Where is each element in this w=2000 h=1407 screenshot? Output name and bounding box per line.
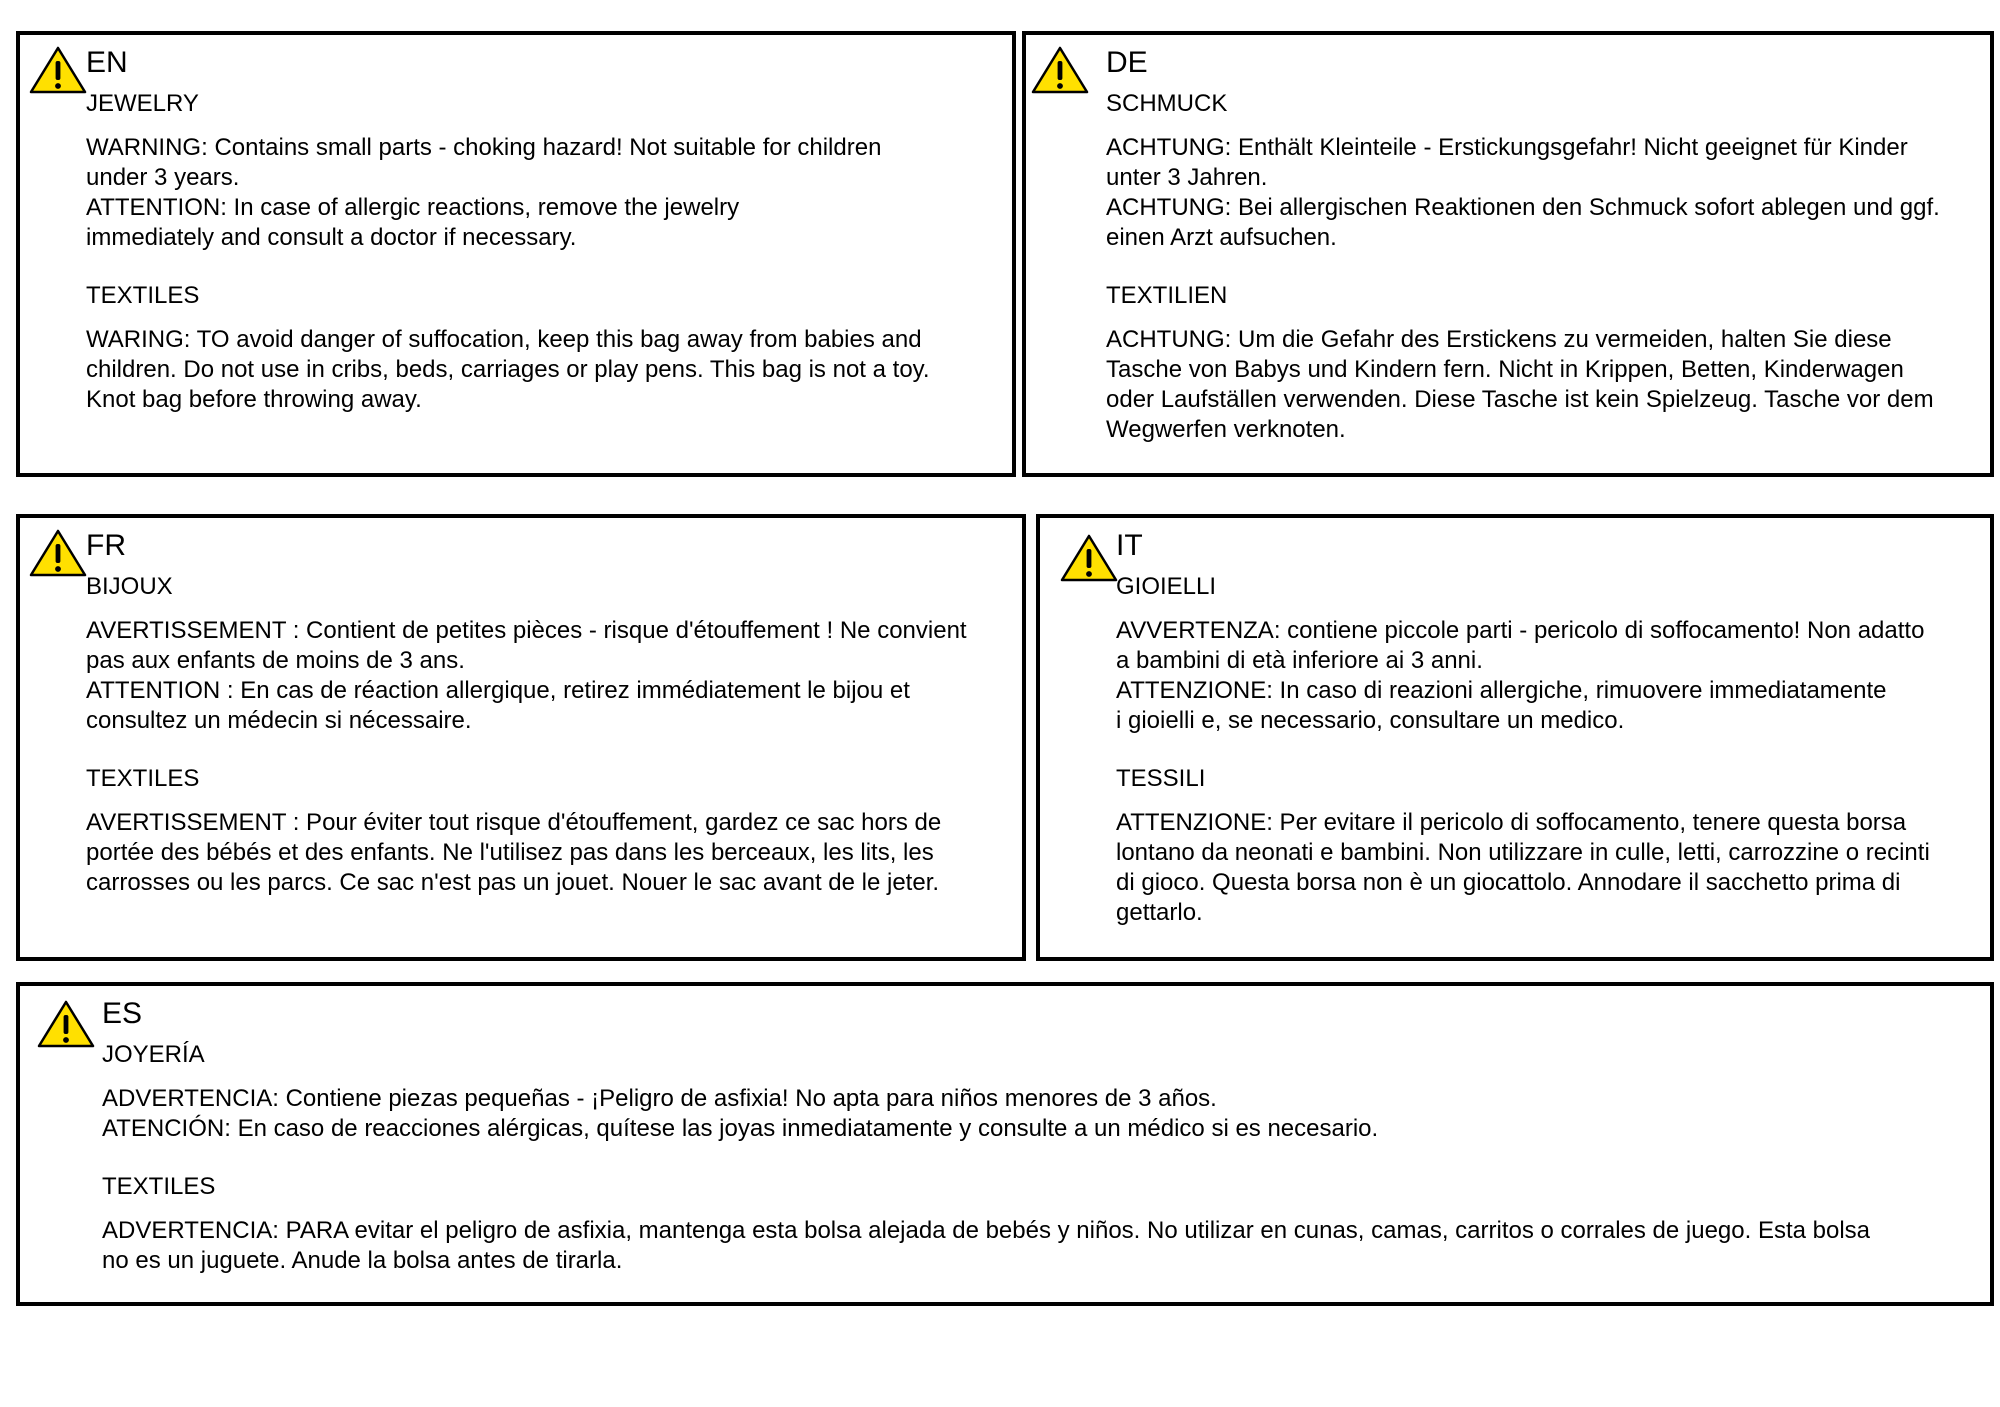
language-code: IT (1116, 529, 1143, 562)
textiles-warning-text: AVERTISSEMENT : Pour éviter tout risque d'étouffement, gardez ce sac hors de portée des bébés et des enfants. Ne l'utilisez pas dans les berceaux, les lits, les carrosses ou les parcs. Ce sac n'est pas un jouet. Nouer le sac avant de le jeter. (86, 809, 942, 896)
jewelry-heading: GIOIELLI (1116, 573, 1217, 600)
warning-triangle-icon (29, 529, 87, 577)
textiles-heading: TEXTILES (86, 765, 200, 792)
language-code: FR (86, 529, 126, 562)
textiles-warning-text: ACHTUNG: Um die Gefahr des Erstickens zu vermeiden, halten Sie diese Tasche von Babys und Kindern fern. Nicht in Krippen, Betten, Kinderwagen oder Laufställen verwenden. Diese Tasche ist kein Spielzeug. Tasche vor dem Wegwerfen verknoten. (1106, 326, 1934, 443)
warning-triangle-icon (37, 1000, 95, 1048)
panel-content (1116, 528, 1984, 956)
panel-content (86, 528, 1012, 926)
warning-panel-it (1036, 514, 1994, 961)
warning-triangle-icon (1031, 46, 1089, 94)
jewelry-warning-text: ADVERTENCIA: Contiene piezas pequeñas - ¡Peligro de asfixia! No apta para niños menores de 3 años. ATENCIÓN: En caso de reacciones alérgicas, quítese las joyas inmediatamente y consulte a un médico si es necesario. (102, 1085, 1379, 1142)
textiles-heading: TEXTILES (102, 1173, 216, 1200)
textiles-warning-text: ADVERTENCIA: PARA evitar el peligro de asfixia, mantenga esta bolsa alejada de bebés y niños. No utilizar en cunas, camas, carritos o corrales de juego. Esta bolsa no es un juguete. Anude la bolsa antes de tirarla. (102, 1217, 1871, 1274)
warning-panel-es (16, 982, 1994, 1306)
warning-panel-fr (16, 514, 1026, 961)
jewelry-heading: SCHMUCK (1106, 90, 1228, 117)
language-code: ES (102, 997, 143, 1030)
warning-triangle-icon (1060, 534, 1118, 582)
jewelry-warning-text: WARNING: Contains small parts - choking hazard! Not suitable for children under 3 years. ATTENTION: In case of allergic reactions, remove the jewelry immediately and consult a doctor if necessary. (86, 134, 882, 251)
textiles-heading: TEXTILES (86, 282, 200, 309)
jewelry-heading: JEWELRY (86, 90, 199, 117)
textiles-warning-text: WARING: TO avoid danger of suffocation, keep this bag away from babies and children. Do not use in cribs, beds, carriages or play pens. This bag is not a toy. Knot bag before throwing away. (86, 326, 930, 413)
panel-content (102, 996, 1970, 1304)
panel-content (86, 45, 1002, 443)
jewelry-warning-text: ACHTUNG: Enthält Kleinteile - Erstickungsgefahr! Nicht geeignet für Kinder unter 3 Jahren. ACHTUNG: Bei allergischen Reaktionen den Schmuck sofort ablegen und ggf. einen Arzt aufsuchen. (1106, 134, 1940, 251)
warning-panel-de (1022, 31, 1994, 477)
language-code: EN (86, 46, 128, 79)
jewelry-warning-text: AVERTISSEMENT : Contient de petites pièces - risque d'étouffement ! Ne convient pas aux enfants de moins de 3 ans. ATTENTION : En cas de réaction allergique, retirez immédiatement le bijou et consultez un médecin si nécessaire. (86, 617, 967, 734)
jewelry-warning-text: AVVERTENZA: contiene piccole parti - pericolo di soffocamento! Non adatto a bambini di età inferiore ai 3 anni. ATTENZIONE: In caso di reazioni allergiche, rimuovere immediatamente i gioielli e, se necessario, consultare un medico. (1116, 617, 1925, 734)
warning-triangle-icon (29, 46, 87, 94)
warning-panel-en (16, 31, 1016, 477)
textiles-heading: TEXTILIEN (1106, 282, 1228, 309)
jewelry-heading: BIJOUX (86, 573, 173, 600)
textiles-warning-text: ATTENZIONE: Per evitare il pericolo di soffocamento, tenere questa borsa lontano da neonati e bambini. Non utilizzare in culle, letti, carrozzine o recinti di gioco. Questa borsa non è un giocattolo. Annodare il sacchetto prima di gettarlo. (1116, 809, 1930, 926)
textiles-heading: TESSILI (1116, 765, 1206, 792)
language-code: DE (1106, 46, 1148, 79)
jewelry-heading: JOYERÍA (102, 1041, 205, 1068)
panel-content (1106, 45, 1984, 473)
